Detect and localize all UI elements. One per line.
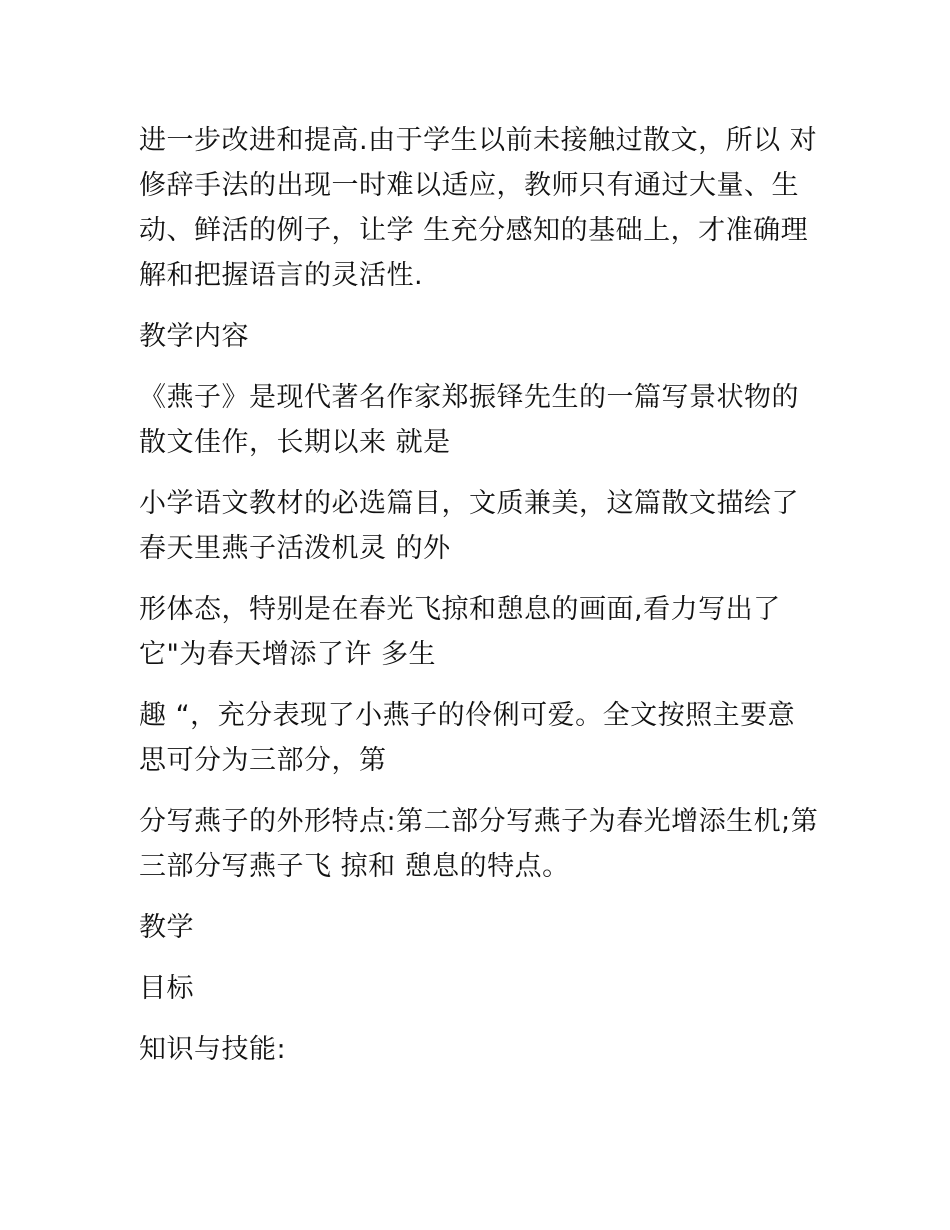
content-paragraph-1: 《燕子》是现代著名作家郑振铎先生的一篇写景状物的散文佳作，长期以来 就是 [139, 382, 799, 458]
content-paragraph-5: 分写燕子的外形特点:第二部分写燕子为春光增添生机;第三部分写燕子飞 掠和 憩息的特点。 [139, 806, 819, 882]
intro-paragraph: 进一步改进和提高.由于学生以前未接触过散文，所以 对修辞手法的出现一时难以适应，教师只有通过大量、生动、鲜活的例子，让学 生充分感知的基础上，才准确理解和把握语言的灵活性. [139, 125, 818, 291]
content-paragraph-3: 形体态，特别是在春光飞掠和憩息的画面,看力写出了它"为春天增添了许 多生 [139, 594, 781, 670]
section-heading-objectives: 目标 [139, 973, 194, 1004]
content-paragraph-4: 趣 “，充分表现了小燕子的伶俐可爱。全文按照主要意思可分为三部分，第 [139, 700, 796, 776]
section-heading-teaching: 教学 [139, 912, 194, 943]
section-heading-knowledge-skills: 知识与技能: [139, 1034, 287, 1065]
section-heading-teaching-content: 教学内容 [139, 321, 249, 352]
document-body [139, 118, 819, 1088]
content-paragraph-2: 小学语文教材的必选篇目，文质兼美，这篇散文描绘了春天里燕子活泼机灵 的外 [139, 488, 799, 564]
